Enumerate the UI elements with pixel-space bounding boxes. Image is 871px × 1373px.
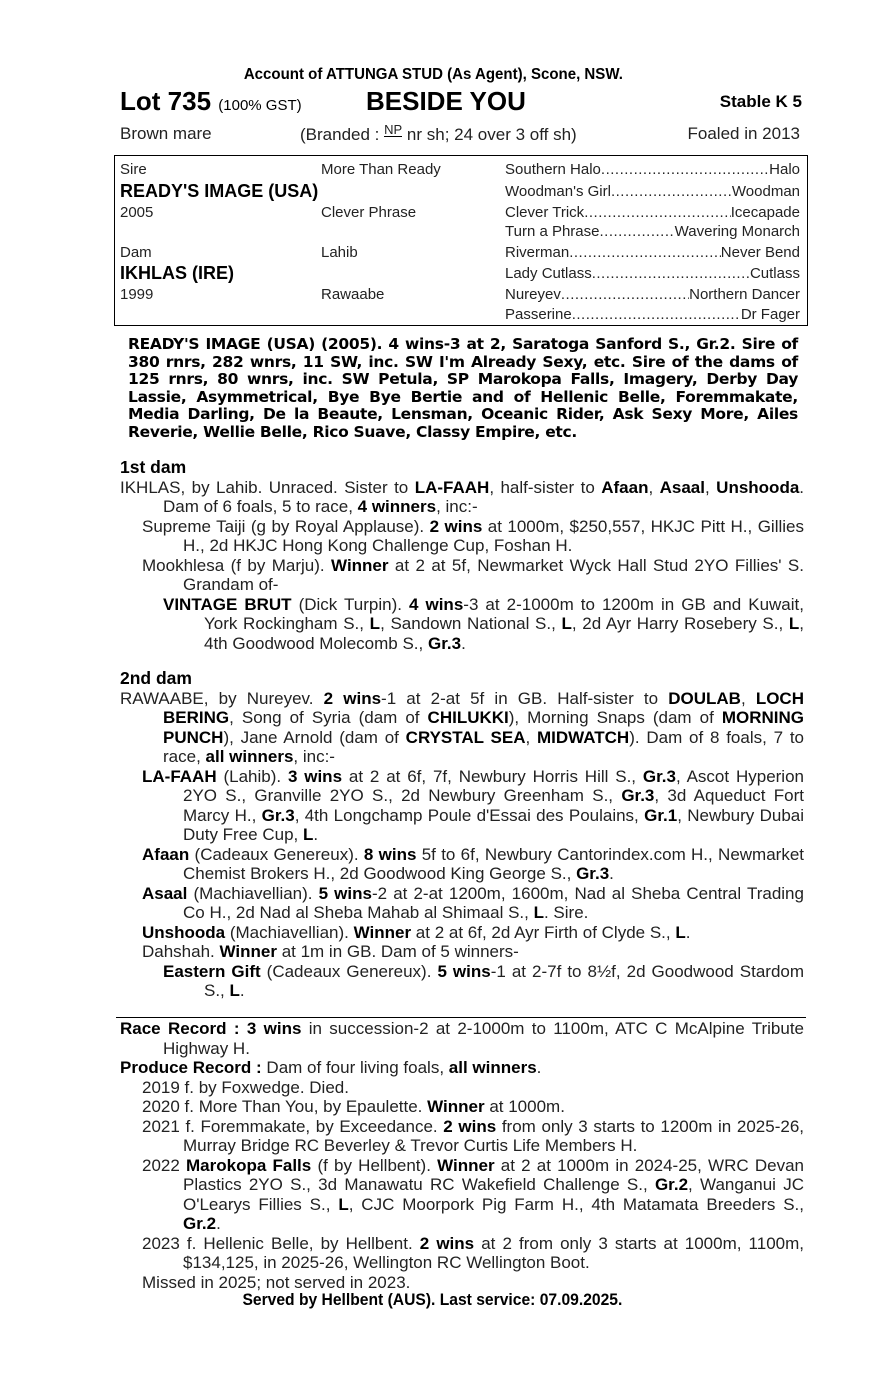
bold-text: L	[675, 922, 686, 942]
grandprogeny-entry: Eastern Gift (Cadeaux Genereux). 5 wins-1 at 2-7f to 8½f, 2d Goodwood Stardom S., L.	[163, 961, 805, 1000]
progeny-entry: Dahshah. Winner at 1m in GB. Dam of 5 winners-	[142, 942, 519, 961]
bold-text: L	[229, 981, 240, 1000]
gst-note: (100% GST)	[218, 97, 302, 114]
bold-text: Asaal	[659, 477, 705, 497]
bold-text: L	[338, 1194, 349, 1214]
ancestor-row: Woodman's Girl ..... Woodman	[505, 183, 800, 200]
bold-text: 5 wins	[437, 961, 491, 981]
bold-text: Gr.3	[576, 864, 610, 883]
first-dam-section	[120, 458, 804, 653]
bold-text: Winner	[219, 942, 277, 961]
horse-sex: Brown mare	[120, 124, 212, 143]
bold-text: Unshooda	[716, 477, 800, 497]
brand-suffix: nr sh; 24 over 3 off sh)	[406, 125, 577, 144]
bold-text: DOULAB	[668, 688, 741, 708]
ancestor-row: Passerine ..... Dr Fager	[505, 306, 800, 323]
bold-text: LA-FAAH	[142, 766, 217, 786]
bold-text: 2 wins	[429, 516, 483, 536]
second-dam-heading: 2nd dam	[120, 668, 192, 688]
bold-text: VINTAGE BRUT	[163, 594, 292, 614]
bold-text: 4 wins	[409, 594, 464, 614]
bold-text: 2 wins	[443, 1116, 497, 1136]
bold-text: L	[369, 614, 381, 633]
bold-text: L	[533, 903, 544, 922]
bold-text: LA-FAAH	[414, 477, 490, 497]
second-dam-section	[120, 669, 804, 1001]
produce-record: Produce Record : Dam of four living foals, all winners.	[120, 1058, 542, 1077]
vendor-account: Account of ATTUNGA STUD (As Agent), Scone, NSW.	[243, 66, 623, 83]
bold-text: 4 winners	[357, 497, 437, 516]
bold-text: LOCH BERING	[163, 688, 804, 727]
dam-dam: Rawaabe	[321, 286, 385, 303]
first-dam-intro: IKHLAS, by Lahib. Unraced. Sister to LA-FAAH, half-sister to Afaan, Asaal, Unshooda. Dam of 6 foals, 5 to race, 4 winners, inc:-	[120, 477, 805, 516]
bold-text: Winner	[353, 922, 412, 942]
bold-text: CHILUKKI	[427, 708, 509, 727]
bold-text: MORNING PUNCH	[163, 708, 804, 747]
lot-label: Lot 735	[120, 86, 212, 116]
bold-text: 3 wins	[287, 766, 343, 786]
bold-text: Winner	[427, 1097, 485, 1116]
first-dam-heading: 1st dam	[120, 457, 187, 477]
lot-number	[120, 86, 302, 117]
bold-text: L	[303, 825, 314, 844]
bold-text: Produce Record :	[120, 1058, 262, 1077]
bold-text: Gr.1	[644, 805, 678, 825]
bold-text: all winners	[205, 747, 294, 766]
bold-text: Afaan	[601, 477, 649, 497]
sire-summary: READY'S IMAGE (USA) (2005). 4 wins-3 at 2, Saratoga Sanford S., Gr.2. Sire of 380 rnrs, 282 wnrs, 11 SW, inc. SW I'm Already Sexy, etc. Sire of the dams of 125 rnrs, 80 wnrs, inc. SW Petula, SP Marokopa Falls, Imagery, Derby Day Lassie, Asymmetrical, Bye Bye Bertie and of Hellenic Belle, Foremmakate, Media Darling, De la Beaute, Lensman, Oceanic Rider, Ask Sexy More, Ailes Reverie, Wellie Belle, Rico Suave, Classy Empire, etc.	[128, 335, 798, 441]
bold-text: Unshooda	[142, 922, 226, 942]
grandprogeny-entry: VINTAGE BRUT (Dick Turpin). 4 wins-3 at 2-1000m to 1200m in GB and Kuwait, York Rockingham S., L, Sandown National S., L, 2d Ayr Harry Rosebery S., L, 4th Goodwood Molecomb S., Gr.3.	[163, 594, 804, 653]
sire-year: 2005	[120, 204, 154, 221]
bold-text: all winners	[448, 1058, 537, 1077]
ancestor-row: Lady Cutlass ..... Cutlass	[505, 265, 800, 282]
produce-entry: Missed in 2025; not served in 2023.	[142, 1272, 411, 1292]
horse-name: BESIDE YOU	[366, 86, 526, 116]
sire-name: READY'S IMAGE (USA)	[120, 181, 319, 201]
records-section	[120, 1019, 804, 1292]
horse-details	[120, 120, 806, 148]
dam-label: Dam	[120, 244, 152, 261]
progeny-entry: Asaal (Machiavellian). 5 wins-2 at 2-at 1200m, 1600m, Nad al Sheba Central Trading Co H., 2d Nad al Sheba Mahab al Shimaal S., L. Sire.	[142, 883, 804, 922]
ancestor-row: Turn a Phrase ..... Wavering Monarch	[505, 223, 800, 240]
bold-text: L	[788, 614, 800, 633]
lot-header	[120, 86, 806, 118]
sire-dam: Clever Phrase	[321, 204, 417, 221]
bold-text: 2 wins	[419, 1233, 475, 1253]
ancestor-row: Nureyev ..... Northern Dancer	[505, 286, 800, 303]
pedigree-table	[114, 155, 808, 326]
sire-label: Sire	[120, 161, 147, 178]
dam-name: IKHLAS (IRE)	[120, 263, 234, 283]
produce-entry: 2019 f. by Foxwedge. Died.	[142, 1077, 349, 1097]
brand-info	[300, 124, 577, 145]
bold-text: MIDWATCH	[536, 727, 630, 747]
foaled-year: Foaled in 2013	[687, 124, 800, 143]
bold-text: Marokopa Falls	[186, 1155, 312, 1175]
produce-entry: 2021 f. Foremmakate, by Exceedance. 2 wins from only 3 starts to 1200m in 2025-26, Murray Bridge RC Beverley & Trevor Curtis Life Members H.	[142, 1116, 804, 1155]
sire-sire: More Than Ready	[321, 161, 441, 178]
bold-text: Winner	[437, 1155, 495, 1175]
bold-text: Gr.3	[261, 805, 295, 825]
bold-text: Winner	[331, 555, 389, 575]
section-divider	[116, 1017, 806, 1018]
bold-text: Eastern Gift	[163, 961, 261, 981]
second-dam-intro: RAWAABE, by Nureyev. 2 wins-1 at 2-at 5f in GB. Half-sister to DOULAB, LOCH BERING, Song of Syria (dam of CHILUKKI), Morning Snaps (dam of MORNING PUNCH), Jane Arnold (dam of CRYSTAL SEA, MIDWATCH). Dam of 8 foals, 7 to race, all winners, inc:-	[120, 688, 805, 766]
service-note: Served by Hellbent (AUS). Last service: 07.09.2025.	[242, 1290, 623, 1309]
bold-text: Gr.3	[642, 766, 676, 786]
dam-sire: Lahib	[321, 244, 358, 261]
progeny-entry: Afaan (Cadeaux Genereux). 8 wins 5f to 6f, Newbury Cantorindex.com H., Newmarket Chemist Brokers H., 2d Goodwood King George S., Gr.3.	[142, 844, 805, 883]
produce-entry: 2022 Marokopa Falls (f by Hellbent). Winner at 2 at 1000m in 2024-25, WRC Devan Plastics 2YO S., 3d Manawatu RC Wakefield Challenge S., Gr.2, Wanganui JC O'Learys Fillies S., L, CJC Moorpork Pig Farm H., 4th Matamata Breeders S., Gr.2.	[142, 1155, 804, 1233]
ancestor-row: Riverman ..... Never Bend	[505, 244, 800, 261]
produce-entry: 2023 f. Hellenic Belle, by Hellbent. 2 wins at 2 from only 3 starts at 1000m, 1100m, $134,125, in 2025-26, Wellington RC Wellington Boot.	[142, 1233, 804, 1272]
bold-text: Asaal	[142, 883, 188, 903]
progeny-entry: Supreme Taiji (g by Royal Applause). 2 wins at 1000m, $250,557, HKJC Pitt H., Gillies H., 2d HKJC Hong Kong Challenge Cup, Foshan H.	[142, 516, 804, 555]
progeny-entry: Mookhlesa (f by Marju). Winner at 2 at 5f, Newmarket Wyck Hall Stud 2YO Fillies' S. Grandam of-	[142, 555, 804, 594]
stable-location: Stable K 5	[719, 92, 802, 111]
race-record: Race Record : 3 wins in succession-2 at 2-1000m to 1100m, ATC C McAlpine Tribute Highway H.	[120, 1019, 804, 1058]
bold-text: L	[561, 614, 572, 633]
bold-text: 5 wins	[318, 883, 372, 903]
produce-entry: 2020 f. More Than You, by Epaulette. Winner at 1000m.	[142, 1097, 565, 1116]
bold-text: Gr.2	[183, 1214, 217, 1233]
brand-mark: NP	[384, 122, 403, 137]
bold-text: CRYSTAL SEA	[405, 727, 526, 747]
bold-text: Gr.3	[621, 786, 655, 805]
ancestor-row: Clever Trick ..... Icecapade	[505, 204, 800, 221]
brand-prefix: (Branded :	[300, 125, 380, 144]
bold-text: 2 wins	[323, 688, 382, 708]
ancestor-row: Southern Halo ..... Halo	[505, 161, 800, 178]
progeny-entry: LA-FAAH (Lahib). 3 wins at 2 at 6f, 7f, Newbury Horris Hill S., Gr.3, Ascot Hyperion 2YO S., Granville 2YO S., 2d Newbury Greenham S., Gr.3, 3d Aqueduct Fort Marcy H., Gr.3, 4th Longchamp Poule d'Essai des Poulains, Gr.1, Newbury Dubai Duty Free Cup, L.	[142, 766, 805, 844]
progeny-entry: Unshooda (Machiavellian). Winner at 2 at 6f, 2d Ayr Firth of Clyde S., L.	[142, 922, 691, 942]
bold-text: Gr.2	[654, 1175, 689, 1194]
dam-year: 1999	[120, 286, 154, 303]
bold-text: Race Record : 3 wins	[120, 1019, 302, 1038]
bold-text: 8 wins	[363, 844, 417, 864]
bold-text: Afaan	[142, 844, 190, 864]
bold-text: Gr.3	[427, 633, 462, 653]
